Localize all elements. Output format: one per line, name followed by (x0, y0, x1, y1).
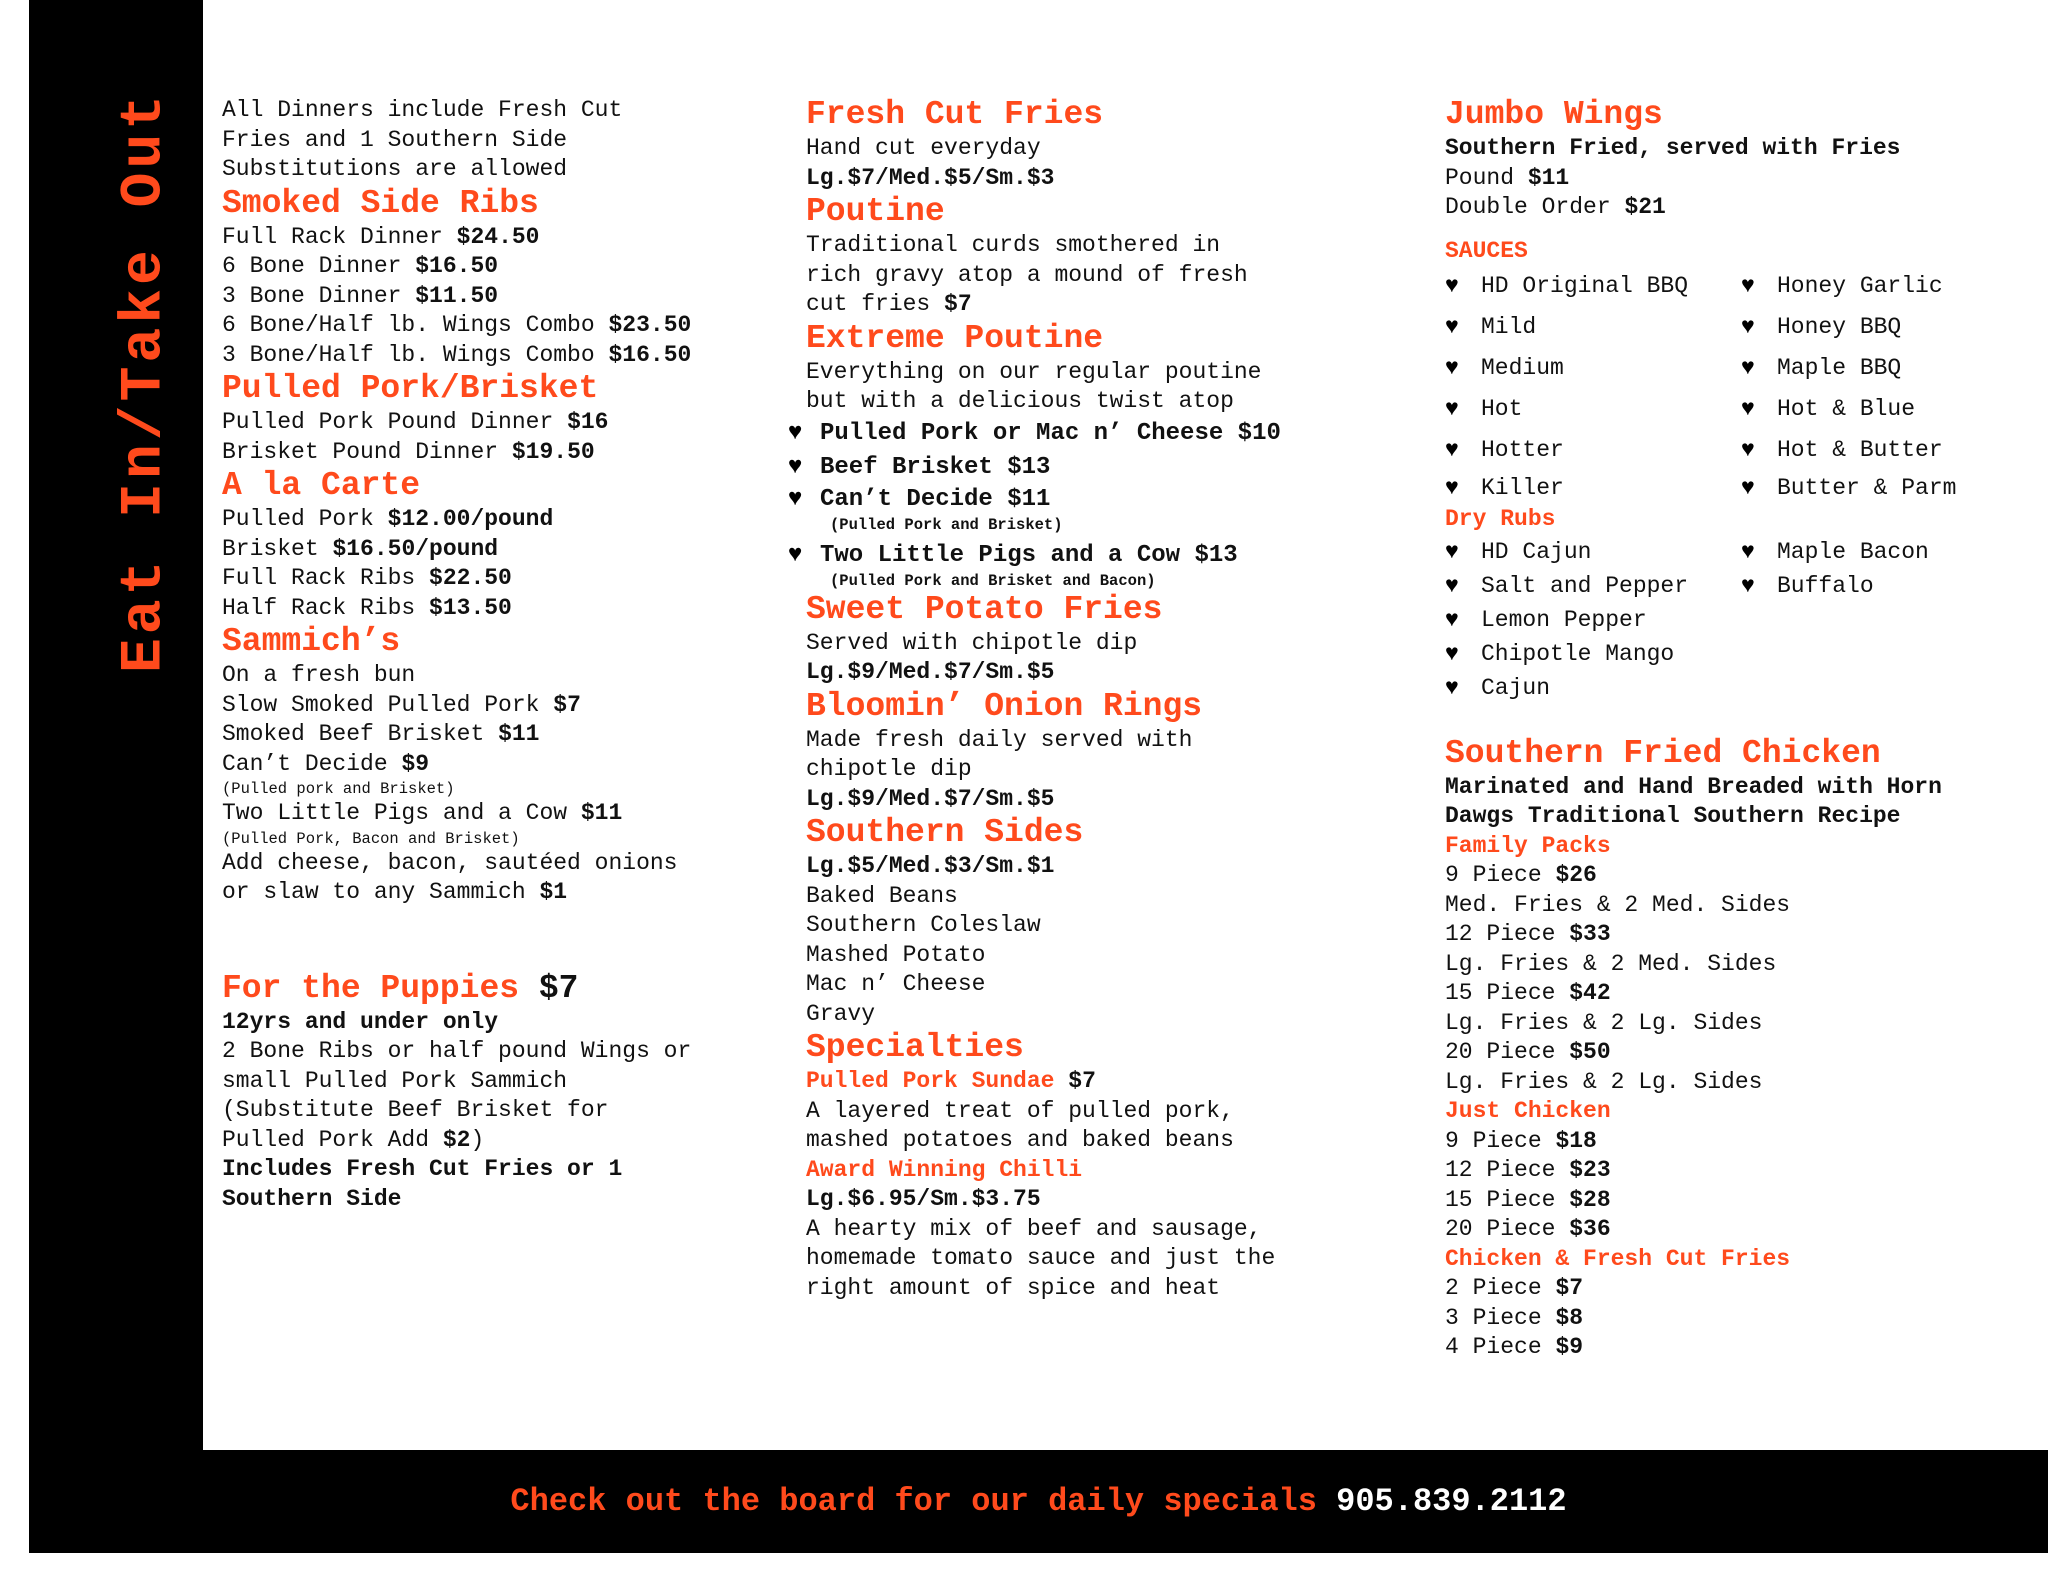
item-note: (Pulled Pork and Brisket and Bacon) (830, 571, 1156, 590)
sidebar-title: Eat In/Take Out (112, 90, 178, 674)
section-title-sauces: SAUCES (1445, 237, 1528, 264)
heart-icon: ♥ (1741, 396, 1755, 422)
puppies-desc: 2 Bone Ribs or half pound Wings or (222, 1038, 692, 1064)
heart-icon: ♥ (1741, 475, 1755, 501)
sauce-item: ♥ Honey BBQ (1741, 307, 2041, 348)
sauce-list (1445, 266, 2045, 505)
section-title-sammich: Sammich’s (222, 623, 401, 660)
section-desc: Traditional curds smothered in (806, 232, 1221, 258)
menu-item: Full Rack Ribs $22.50 (222, 565, 512, 591)
item-note: (Pulled pork and Brisket) (222, 780, 455, 798)
menu-item: Double Order $21 (1445, 194, 1666, 220)
sauce-item: ♥ Hot & Blue (1741, 389, 2041, 430)
heart-icon: ♥ (788, 419, 803, 447)
section-title-poutine: Poutine (806, 193, 945, 230)
menu-item: Full Rack Dinner $24.50 (222, 223, 540, 250)
menu-item: Two Little Pigs and a Cow $11 (222, 800, 623, 826)
section-title-onion: Bloomin’ Onion Rings (806, 687, 1203, 725)
menu-item: Can’t Decide $9 (222, 750, 430, 777)
specialty-desc: homemade tomato sauce and just the (806, 1245, 1276, 1271)
side-item: Mashed Potato (806, 941, 986, 968)
section-subtitle: Dawgs Traditional Southern Recipe (1445, 803, 1901, 829)
menu-item: Brisket $16.50/pound (222, 535, 499, 562)
subsection-title-just: Just Chicken (1445, 1098, 1611, 1124)
menu-item: 15 Piece $42 (1445, 980, 1611, 1006)
sidebar-band (29, 0, 203, 1553)
menu-item: Slow Smoked Pulled Pork $7 (222, 691, 581, 718)
menu-item: Pulled Pork Pound Dinner $16 (222, 409, 609, 435)
heart-icon: ♥ (1741, 538, 1755, 565)
puppies-desc: small Pulled Pork Sammich (222, 1067, 568, 1094)
column-sides (788, 96, 1426, 1303)
section-desc: chipotle dip (806, 756, 972, 782)
menu-item: 20 Piece $50 (1445, 1039, 1611, 1065)
sauce-item: ♥ Honey Garlic (1741, 266, 2041, 307)
section-subtitle: On a fresh bun (222, 662, 416, 688)
item-sides: Lg. Fries & 2 Lg. Sides (1445, 1068, 1763, 1095)
specialty-desc: A layered treat of pulled pork, (806, 1097, 1234, 1124)
section-desc: Served with chipotle dip (806, 629, 1138, 656)
puppies-desc: Pulled Pork Add $2) (222, 1126, 485, 1153)
list-item: ♥ Two Little Pigs and a Cow $13 (788, 541, 1238, 569)
section-title-puppies: For the Puppies $7 (222, 969, 579, 1007)
rub-empty (1741, 637, 2041, 671)
section-desc: rich gravy atop a mound of fresh (806, 261, 1248, 288)
section-desc: but with a delicious twist atop (806, 388, 1234, 414)
sauce-item: ♥ Killer (1445, 471, 1741, 505)
side-item: Gravy (806, 1000, 876, 1027)
side-item: Mac n’ Cheese (806, 971, 986, 997)
menu-item: 9 Piece $18 (1445, 1127, 1597, 1154)
rub-item: ♥ Lemon Pepper (1445, 603, 1741, 637)
heart-icon: ♥ (788, 485, 803, 513)
section-desc: Hand cut everyday (806, 135, 1041, 161)
sauce-item: ♥ Butter & Parm (1741, 471, 2041, 505)
heart-icon: ♥ (1445, 674, 1459, 701)
rub-empty (1741, 671, 2041, 705)
section-title-sweet: Sweet Potato Fries (806, 590, 1163, 628)
footer-band (29, 1450, 2048, 1553)
rub-item: ♥ Chipotle Mango (1445, 637, 1741, 671)
rub-item: ♥ Salt and Pepper (1445, 569, 1741, 603)
footer-phone: 905.839.2112 (1336, 1483, 1567, 1520)
subsection-title-family: Family Packs (1445, 832, 1611, 859)
menu-item: 6 Bone Dinner $16.50 (222, 253, 499, 279)
menu-item: Brisket Pound Dinner $19.50 (222, 438, 595, 465)
menu-item: Pound $11 (1445, 164, 1570, 191)
heart-icon: ♥ (1741, 572, 1755, 599)
section-title-rubs: Dry Rubs (1445, 506, 1556, 532)
specialty-desc: mashed potatoes and baked beans (806, 1127, 1234, 1153)
section-title-sides: Southern Sides (806, 814, 1084, 851)
size-prices: Lg.$5/Med.$3/Sm.$1 (806, 853, 1055, 879)
menu-item: 9 Piece $26 (1445, 862, 1597, 888)
puppies-includes: Southern Side (222, 1185, 402, 1212)
size-prices: Lg.$7/Med.$5/Sm.$3 (806, 164, 1055, 191)
rub-item: ♥ HD Cajun (1445, 535, 1741, 569)
menu-item: Half Rack Ribs $13.50 (222, 594, 512, 621)
size-prices: Lg.$9/Med.$7/Sm.$5 (806, 785, 1055, 812)
section-desc: Everything on our regular poutine (806, 358, 1262, 385)
sauce-item: ♥ Hot (1445, 389, 1741, 430)
column-dinners (222, 96, 782, 1214)
footer-message: Check out the board for our daily specials (510, 1483, 1317, 1520)
heart-icon: ♥ (1445, 606, 1459, 633)
specialty-desc: A hearty mix of beef and sausage, (806, 1215, 1262, 1242)
size-prices: Lg.$9/Med.$7/Sm.$5 (806, 659, 1055, 685)
specialty-title: Award Winning Chilli (806, 1156, 1083, 1183)
heart-icon: ♥ (1445, 640, 1459, 667)
heart-icon: ♥ (1741, 273, 1755, 299)
puppies-includes: Includes Fresh Cut Fries or 1 (222, 1156, 623, 1182)
sauce-item: ♥ Maple BBQ (1741, 348, 2041, 389)
menu-item: Pulled Pork $12.00/pound (222, 506, 554, 532)
size-prices: Lg.$6.95/Sm.$3.75 (806, 1186, 1041, 1212)
section-title-fries: Fresh Cut Fries (806, 96, 1104, 133)
side-item: Baked Beans (806, 882, 958, 909)
heart-icon: ♥ (1741, 314, 1755, 340)
item-note: (Pulled Pork, Bacon and Brisket) (222, 829, 520, 848)
rub-empty (1741, 603, 2041, 637)
subsection-title-fries: Chicken & Fresh Cut Fries (1445, 1245, 1791, 1272)
list-item: ♥ Pulled Pork or Mac n’ Cheese $10 (788, 417, 1426, 451)
section-title-chicken: Southern Fried Chicken (1445, 734, 1881, 772)
rub-item: ♥ Cajun (1445, 671, 1741, 705)
menu-item: 15 Piece $28 (1445, 1186, 1611, 1213)
section-subtitle: Marinated and Hand Breaded with Horn (1445, 773, 1942, 800)
rub-item: ♥ Maple Bacon (1741, 535, 2041, 569)
section-title-pork: Pulled Pork/Brisket (222, 370, 599, 407)
sauce-item: ♥ Hot & Butter (1741, 430, 2041, 471)
menu-item: 3 Bone Dinner $11.50 (222, 282, 499, 309)
item-sides: Med. Fries & 2 Med. Sides (1445, 891, 1791, 918)
addon-line: Add cheese, bacon, sautéed onions (222, 849, 678, 876)
section-title-carte: A la Carte (222, 467, 421, 504)
sauce-item: ♥ Mild (1445, 307, 1741, 348)
heart-icon: ♥ (1445, 314, 1459, 340)
heart-icon: ♥ (1741, 437, 1755, 463)
menu-item: 4 Piece $9 (1445, 1334, 1584, 1360)
specialty-title: Pulled Pork Sundae $7 (806, 1068, 1096, 1094)
section-title-specialties: Specialties (806, 1029, 1024, 1066)
menu-item: 12 Piece $33 (1445, 921, 1611, 947)
heart-icon: ♥ (1445, 572, 1459, 599)
sauce-item: ♥ HD Original BBQ (1445, 266, 1741, 307)
menu-item: 20 Piece $36 (1445, 1216, 1611, 1242)
section-desc: Made fresh daily served with (806, 726, 1193, 753)
item-sides: Lg. Fries & 2 Med. Sides (1445, 950, 1777, 977)
menu-item: 3 Piece $8 (1445, 1304, 1584, 1331)
menu-item: 6 Bone/Half lb. Wings Combo $23.50 (222, 312, 692, 338)
section-subtitle: Southern Fried, served with Fries (1445, 135, 1901, 161)
rub-item: ♥ Buffalo (1741, 569, 2041, 603)
intro-line: Fries and 1 Southern Side (222, 126, 568, 153)
item-sides: Lg. Fries & 2 Lg. Sides (1445, 1009, 1763, 1036)
heart-icon: ♥ (1445, 437, 1459, 463)
menu-item: 2 Piece $7 (1445, 1275, 1584, 1301)
side-item: Southern Coleslaw (806, 912, 1041, 938)
heart-icon: ♥ (1445, 538, 1459, 565)
heart-icon: ♥ (788, 541, 803, 569)
menu-item: 12 Piece $23 (1445, 1157, 1611, 1183)
puppies-age: 12yrs and under only (222, 1008, 499, 1035)
heart-icon: ♥ (1741, 355, 1755, 381)
menu-item: 3 Bone/Half lb. Wings Combo $16.50 (222, 341, 692, 368)
item-note: (Pulled Pork and Brisket) (830, 515, 1063, 534)
section-title-wings: Jumbo Wings (1445, 96, 1663, 133)
section-title-extreme: Extreme Poutine (806, 319, 1104, 357)
menu-item: Smoked Beef Brisket $11 (222, 721, 540, 747)
heart-icon: ♥ (1445, 355, 1459, 381)
section-desc: cut fries $7 (806, 291, 972, 317)
list-item: ♥ Can’t Decide $11 (788, 485, 1051, 513)
column-wings-chicken (1445, 96, 2045, 1363)
heart-icon: ♥ (1445, 396, 1459, 422)
addon-line: or slaw to any Sammich $1 (222, 879, 568, 905)
specialty-desc: right amount of spice and heat (806, 1274, 1221, 1301)
list-item: ♥ Beef Brisket $13 (788, 451, 1426, 485)
heart-icon: ♥ (1445, 475, 1459, 501)
sauce-item: ♥ Hotter (1445, 430, 1741, 471)
heart-icon: ♥ (788, 453, 803, 481)
sauce-item: ♥ Medium (1445, 348, 1741, 389)
rub-list (1445, 535, 2045, 705)
puppies-desc: (Substitute Beef Brisket for (222, 1097, 609, 1123)
section-title-ribs: Smoked Side Ribs (222, 184, 539, 222)
intro-line: All Dinners include Fresh Cut (222, 97, 623, 123)
heart-icon: ♥ (1445, 273, 1459, 299)
intro-line: Substitutions are allowed (222, 156, 568, 182)
